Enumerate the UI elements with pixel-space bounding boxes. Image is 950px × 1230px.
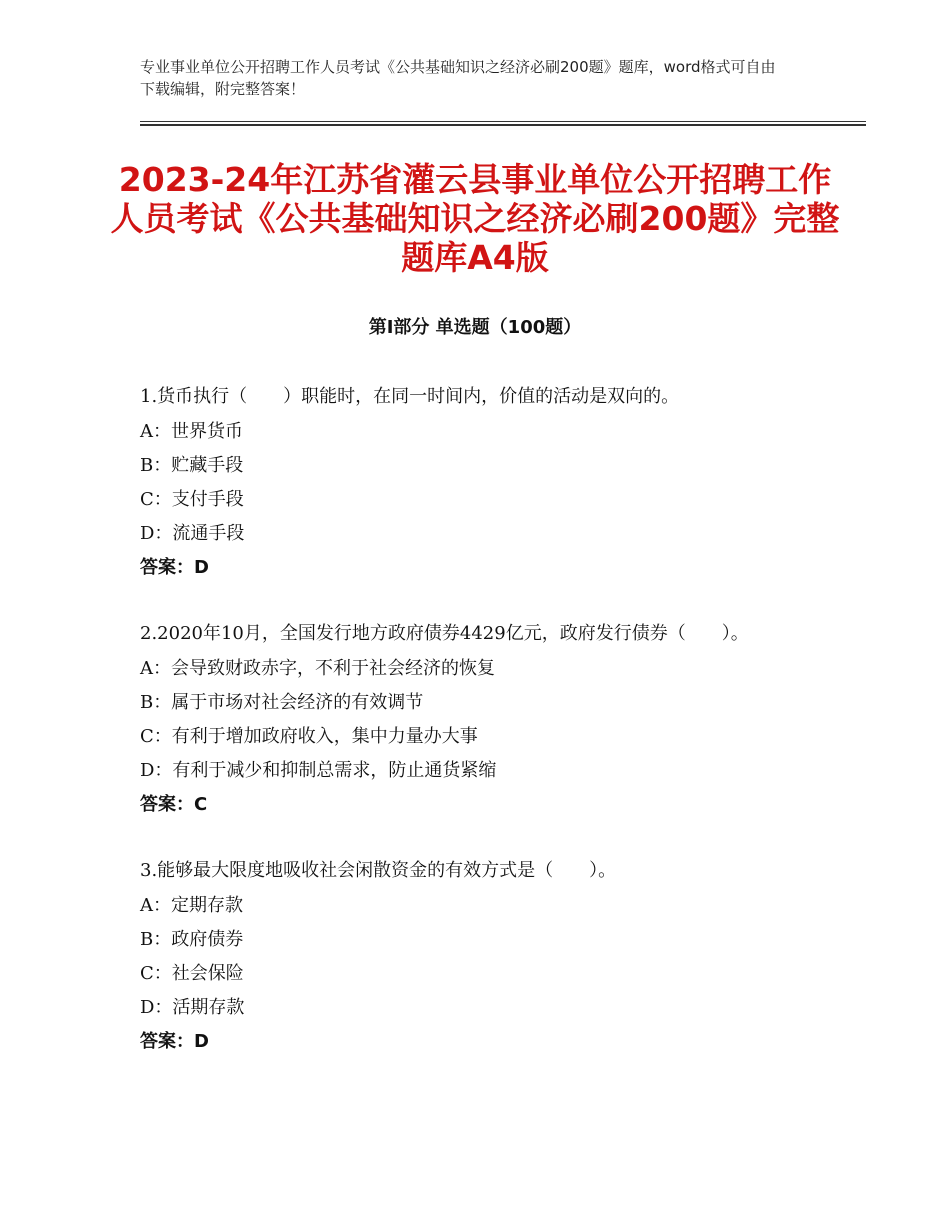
document-title: 2023-24年江苏省灌云县事业单位公开招聘工作人员考试《公共基础知识之经济必刷200题》完整题库A4版 — [110, 160, 840, 277]
option-c: C：有利于增加政府收入，集中力量办大事 — [140, 726, 478, 747]
answer: 答案：C — [140, 794, 208, 815]
question-3 — [140, 856, 820, 1059]
question-stem: 1.货币执行（ ）职能时，在同一时间内，价值的活动是双向的。 — [140, 386, 680, 407]
option-b: B：贮藏手段 — [140, 455, 244, 476]
question-list — [140, 382, 820, 1093]
question-stem: 2.2020年10月，全国发行地方政府债券4429亿元，政府发行债券（ ）。 — [140, 623, 749, 644]
section-title: 第Ⅰ部分 单选题（100题） — [368, 317, 582, 338]
option-d: D：活期存款 — [140, 997, 245, 1018]
option-d: D：流通手段 — [140, 523, 245, 544]
option-a: A：会导致财政赤字，不利于社会经济的恢复 — [140, 658, 495, 679]
option-a: A：定期存款 — [140, 895, 243, 916]
answer: 答案：D — [140, 1031, 209, 1052]
option-c: C：支付手段 — [140, 489, 244, 510]
answer: 答案：D — [140, 557, 209, 578]
option-c: C：社会保险 — [140, 963, 244, 984]
question-2 — [140, 619, 820, 822]
option-b: B：政府债券 — [140, 929, 244, 950]
option-b: B：属于市场对社会经济的有效调节 — [140, 692, 424, 713]
option-a: A：世界货币 — [140, 421, 243, 442]
header-divider — [140, 121, 866, 126]
header-note: 专业事业单位公开招聘工作人员考试《公共基础知识之经济必刷200题》题库，word格式可自由下载编辑，附完整答案！ — [140, 58, 776, 98]
question-1 — [140, 382, 820, 585]
question-stem: 3.能够最大限度地吸收社会闲散资金的有效方式是（ ）。 — [140, 860, 617, 881]
option-d: D：有利于减少和抑制总需求，防止通货紧缩 — [140, 760, 497, 781]
